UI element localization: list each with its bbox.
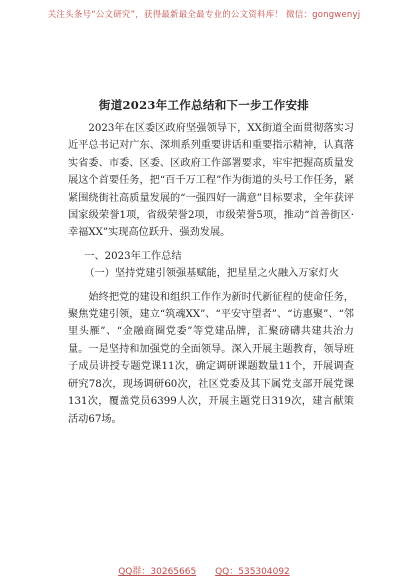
footer-contact — [0, 564, 408, 577]
document-title: 街道2023年工作总结和下一步工作安排 — [98, 98, 310, 112]
body-paragraph: 始终把党的建设和组织工作作为新时代新征程的使命任务，聚焦党建引领，建立“筑魂XX”、“平安守望者”、“访惠聚”、“邻里头雁”、“金融商圈党委”等党建品牌，汇聚磅礴共建共治力量。一是坚持和加强党的全面领导。深入开展主题教育，领导班子成员讲授专题党课11次，确定调研课题数量11个，开展调查研究78次，现场调研60次，社区党委及其下属党支部开展党课131次，覆盖党员6399人次，开展主题党日319次，建言献策活动67场。 — [68, 291, 354, 425]
subsection-heading: （一）坚持党建引领强基赋能，把星星之火融入万家灯火 — [84, 268, 339, 280]
qq-group-link[interactable]: QQ群：30265665 — [118, 567, 197, 577]
document-body — [68, 120, 354, 428]
header-banner: 关注头条号“公文研究”，获得最新最全最专业的公文资料库！ 微信：gongwenyj — [47, 10, 361, 20]
section-heading: 一、2023年工作总结 — [84, 250, 182, 262]
intro-paragraph: 2023年在区委区政府坚强领导下，XX街道全面贯彻落实习近平总书记对广东、深圳系列重要讲话和重要指示精神，认真落实省委、市委、区委、区政府工作部署要求，牢牢把握高质量发展这个首要任务，把“百千万工程”作为街道的头号工作任务，紧紧围绕街社高质量发展的“一强四好一满意”目标要求，全年获评国家级荣誉1项，省级荣誉2项，市级荣誉5项，推动“首善街区·幸福XX”实现高位跃升、强劲发展。 — [68, 123, 354, 239]
qq-link[interactable]: QQ：535304092 — [215, 567, 290, 577]
